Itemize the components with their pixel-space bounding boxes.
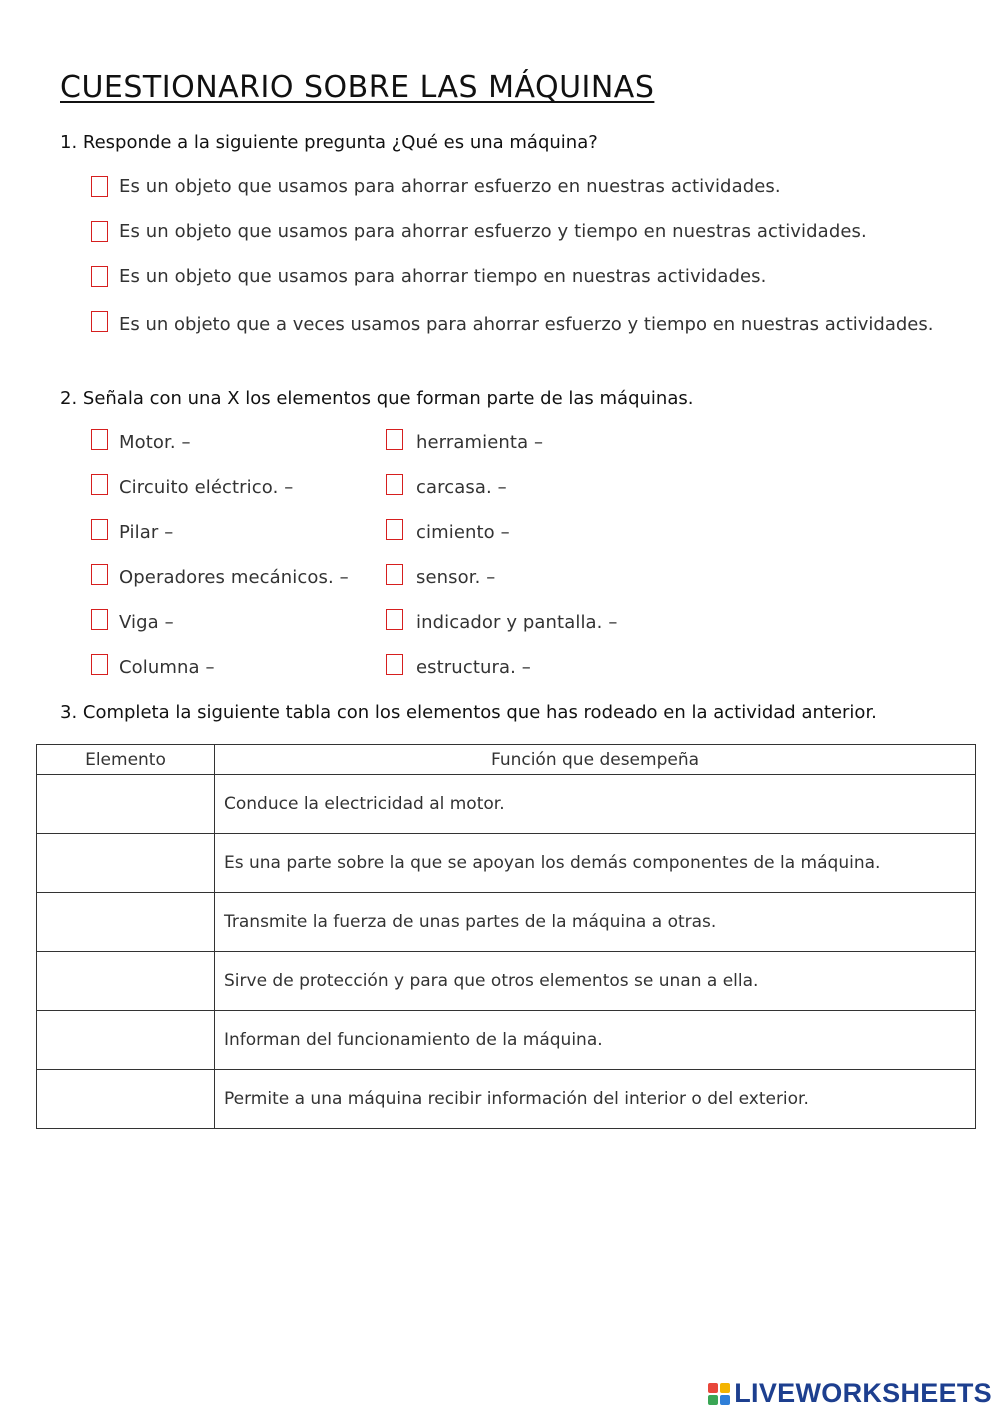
q2-left-5-label: Viga –	[119, 612, 174, 633]
function-cell: Es una parte sobre la que se apoyan los demás componentes de la máquina.	[215, 834, 976, 893]
brand-name: LIVEWORKSHEETS	[734, 1378, 992, 1408]
element-answer-cell[interactable]	[37, 1011, 215, 1070]
q2-left-6-label: Columna –	[119, 657, 215, 678]
q2-right-1-label: herramienta –	[416, 432, 544, 453]
table-header-row	[37, 745, 976, 775]
element-answer-cell[interactable]	[37, 952, 215, 1011]
function-cell: Conduce la electricidad al motor.	[215, 775, 976, 834]
q2-right-2-checkbox[interactable]	[386, 474, 403, 495]
q2-right-3-checkbox[interactable]	[386, 519, 403, 540]
q2-right-5-checkbox[interactable]	[386, 609, 403, 630]
q1-option-4-checkbox[interactable]	[91, 311, 108, 332]
q2-right-1-checkbox[interactable]	[386, 429, 403, 450]
header-elemento: Elemento	[37, 745, 215, 775]
q2-left-1-label: Motor. –	[119, 432, 191, 453]
header-funcion: Función que desempeña	[215, 745, 976, 775]
element-answer-cell[interactable]	[37, 1070, 215, 1129]
q2-right-4-checkbox[interactable]	[386, 564, 403, 585]
function-cell: Transmite la fuerza de unas partes de la máquina a otras.	[215, 893, 976, 952]
table-row	[37, 1011, 976, 1070]
q2-left-6-checkbox[interactable]	[91, 654, 108, 675]
q2-left-1-checkbox[interactable]	[91, 429, 108, 450]
q2-left-4-checkbox[interactable]	[91, 564, 108, 585]
q2-left-2-checkbox[interactable]	[91, 474, 108, 495]
table-row	[37, 775, 976, 834]
q2-right-4-label: sensor. –	[416, 567, 496, 588]
liveworksheets-logo[interactable]	[708, 1378, 992, 1409]
q1-option-1-checkbox[interactable]	[91, 176, 108, 197]
table-row	[37, 834, 976, 893]
q2-right-3-label: cimiento –	[416, 522, 510, 543]
question-2-text: 2. Señala con una X los elementos que forman parte de las máquinas.	[60, 388, 694, 409]
function-cell: Informan del funcionamiento de la máquina.	[215, 1011, 976, 1070]
function-table	[36, 744, 976, 1129]
q2-left-3-checkbox[interactable]	[91, 519, 108, 540]
q2-right-6-checkbox[interactable]	[386, 654, 403, 675]
q2-right-5-label: indicador y pantalla. –	[416, 612, 618, 633]
q2-right-6-label: estructura. –	[416, 657, 531, 678]
q1-option-4-label: Es un objeto que a veces usamos para ahorrar esfuerzo y tiempo en nuestras actividades.	[119, 314, 934, 335]
q2-left-3-label: Pilar –	[119, 522, 174, 543]
question-3-text: 3. Completa la siguiente tabla con los elementos que has rodeado en la actividad anterior.	[60, 702, 877, 723]
q2-left-2-label: Circuito eléctrico. –	[119, 477, 294, 498]
q1-option-2-checkbox[interactable]	[91, 221, 108, 242]
function-cell: Sirve de protección y para que otros elementos se unan a ella.	[215, 952, 976, 1011]
element-answer-cell[interactable]	[37, 834, 215, 893]
function-cell: Permite a una máquina recibir información del interior o del exterior.	[215, 1070, 976, 1129]
q2-left-5-checkbox[interactable]	[91, 609, 108, 630]
q1-option-3-label: Es un objeto que usamos para ahorrar tiempo en nuestras actividades.	[119, 266, 767, 287]
q2-left-4-label: Operadores mecánicos. –	[119, 567, 349, 588]
q1-option-2-label: Es un objeto que usamos para ahorrar esfuerzo y tiempo en nuestras actividades.	[119, 221, 867, 242]
q2-right-2-label: carcasa. –	[416, 477, 507, 498]
q1-option-1-label: Es un objeto que usamos para ahorrar esfuerzo en nuestras actividades.	[119, 176, 781, 197]
element-answer-cell[interactable]	[37, 893, 215, 952]
element-answer-cell[interactable]	[37, 775, 215, 834]
logo-blocks-icon	[708, 1383, 730, 1405]
page-title: CUESTIONARIO SOBRE LAS MÁQUINAS	[60, 70, 655, 105]
question-1-text: 1. Responde a la siguiente pregunta ¿Qué es una máquina?	[60, 132, 598, 153]
table-row	[37, 893, 976, 952]
q1-option-3-checkbox[interactable]	[91, 266, 108, 287]
table-row	[37, 1070, 976, 1129]
table-row	[37, 952, 976, 1011]
